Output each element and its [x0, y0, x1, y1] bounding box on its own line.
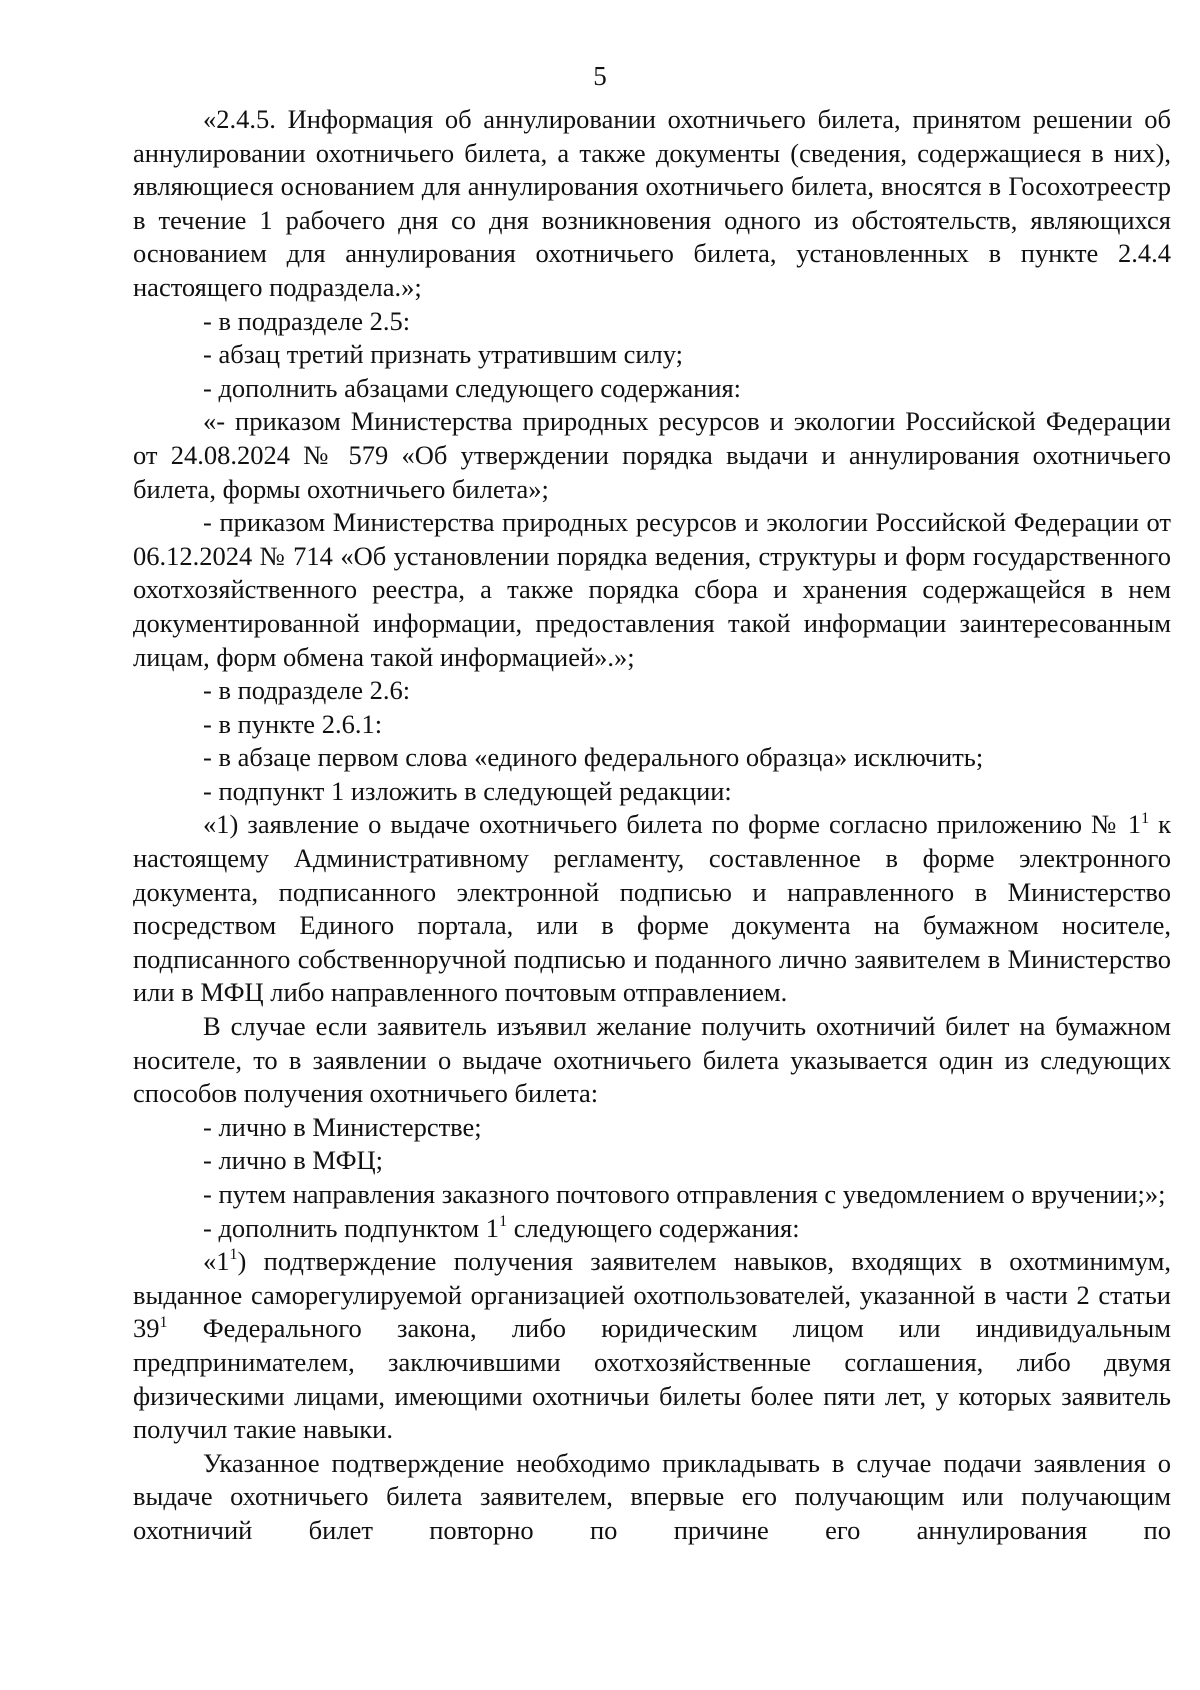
text-run: следующего содержания: — [507, 1212, 800, 1243]
text-run: «1 — [203, 1246, 230, 1277]
superscript: 1 — [229, 1246, 238, 1264]
paragraph-ukazannoe: Указанное подтверждение необходимо прикладывать в случае подачи заявления о выдаче охотничьего билета заявителем, впервые его получающим или получающим охотничий билет повторно по причине его аннулирования по — [133, 1447, 1171, 1545]
paragraph-subsection-2-5: - в подразделе 2.5: — [203, 305, 411, 336]
superscript: 1 — [1141, 809, 1150, 827]
paragraph-point-2-6-1: - в пункте 2.6.1: — [203, 708, 383, 739]
text-run: Федерального закона, либо юридическим лицом или индивидуальным предпринимателем, заключившими охотхозяйственные соглашения, либо двумя физическими лицами, имеющими охотничьи билеты более пяти лет, у которых заявитель получил такие навыки. — [133, 1313, 1171, 1445]
superscript: 1 — [159, 1313, 168, 1331]
text-run: к настоящему Административному регламенту, составленное в форме электронного документа, подписанного электронной подписью и направленного в Министерство посредством Единого портала, или в форме документа на бумажном носителе, подписанного собственноручной подписью и поданного лично заявителем в Министерство или в МФЦ либо направленного почтовым отправлением. — [133, 809, 1172, 1008]
paragraph-lichno-ministerstvo: - лично в Министерстве; — [203, 1111, 482, 1142]
paragraph-2-4-5: «2.4.5. Информация об аннулировании охотничьего билета, принятом решении об аннулировании охотничьего билета, а также документы (сведения, содержащиеся в них), являющиеся основанием для аннулирования охотничьего билета, вносятся в Госохотреестр в течение 1 рабочего дня со дня возникновения одного из обстоятельств, являющихся основанием для аннулирования охотничьего билета, установленных в пункте 2.4.4 настоящего подраздела.»; — [133, 104, 1171, 302]
paragraph-v-sluchae: В случае если заявитель изъявил желание получить охотничий билет на бумажном носителе, то в заявлении о выдаче охотничьего билета указывается один из следующих способов получения охотничьего билета: — [133, 1011, 1171, 1109]
paragraph-podtverzhdenie — [133, 1245, 1171, 1447]
page-number: 5 — [593, 61, 607, 91]
text-run: - дополнить подпунктом 1 — [203, 1212, 500, 1243]
paragraph-pochtovoe: - путем направления заказного почтового отправления с уведомлением о вручении;»; — [203, 1179, 1166, 1209]
text-run: «1) заявление о выдаче охотничьего билета по форме согласно приложению № 1 — [203, 809, 1142, 840]
paragraph-order-579: «- приказом Министерства природных ресурсов и экологии Российской Федерации от 24.08.2024 № 579 «Об утверждении порядка выдачи и аннулирования охотничьего билета, формы охотничьего билета»; — [133, 406, 1171, 504]
paragraph-lichno-mfc: - лично в МФЦ; — [203, 1145, 384, 1176]
paragraph-abzac-tretiy: - абзац третий признать утратившим силу; — [203, 339, 684, 370]
superscript: 1 — [499, 1212, 508, 1230]
text-run: ) подтверждение получения заявителем навыков, входящих в охотминимум, выданное саморегулируемой организацией охотпользователей, указанной в части 2 статьи 39 — [133, 1246, 1171, 1344]
paragraph-subsection-2-6: - в подразделе 2.6: — [203, 675, 411, 706]
paragraph-zayavlenie — [133, 808, 1171, 1010]
paragraph-dopolnit-podpunktom — [133, 1212, 1171, 1246]
paragraph-podpunkt-1: - подпункт 1 изложить в следующей редакции: — [203, 775, 732, 806]
document-body — [133, 103, 1171, 1548]
paragraph-order-714: - приказом Министерства природных ресурсов и экологии Российской Федерации от 06.12.2024 № 714 «Об установлении порядка ведения, структуры и форм государственного охотхозяйственного реестра, а также порядка сбора и хранения содержащейся в нем документированной информации, предоставления такой информации заинтересованным лицам, форм обмена такой информацией».»; — [133, 507, 1171, 672]
paragraph-dopolnit-abzacami: - дополнить абзацами следующего содержания: — [203, 372, 742, 403]
paragraph-abzac-perviy: - в абзаце первом слова «единого федерального образца» исключить; — [203, 742, 984, 773]
